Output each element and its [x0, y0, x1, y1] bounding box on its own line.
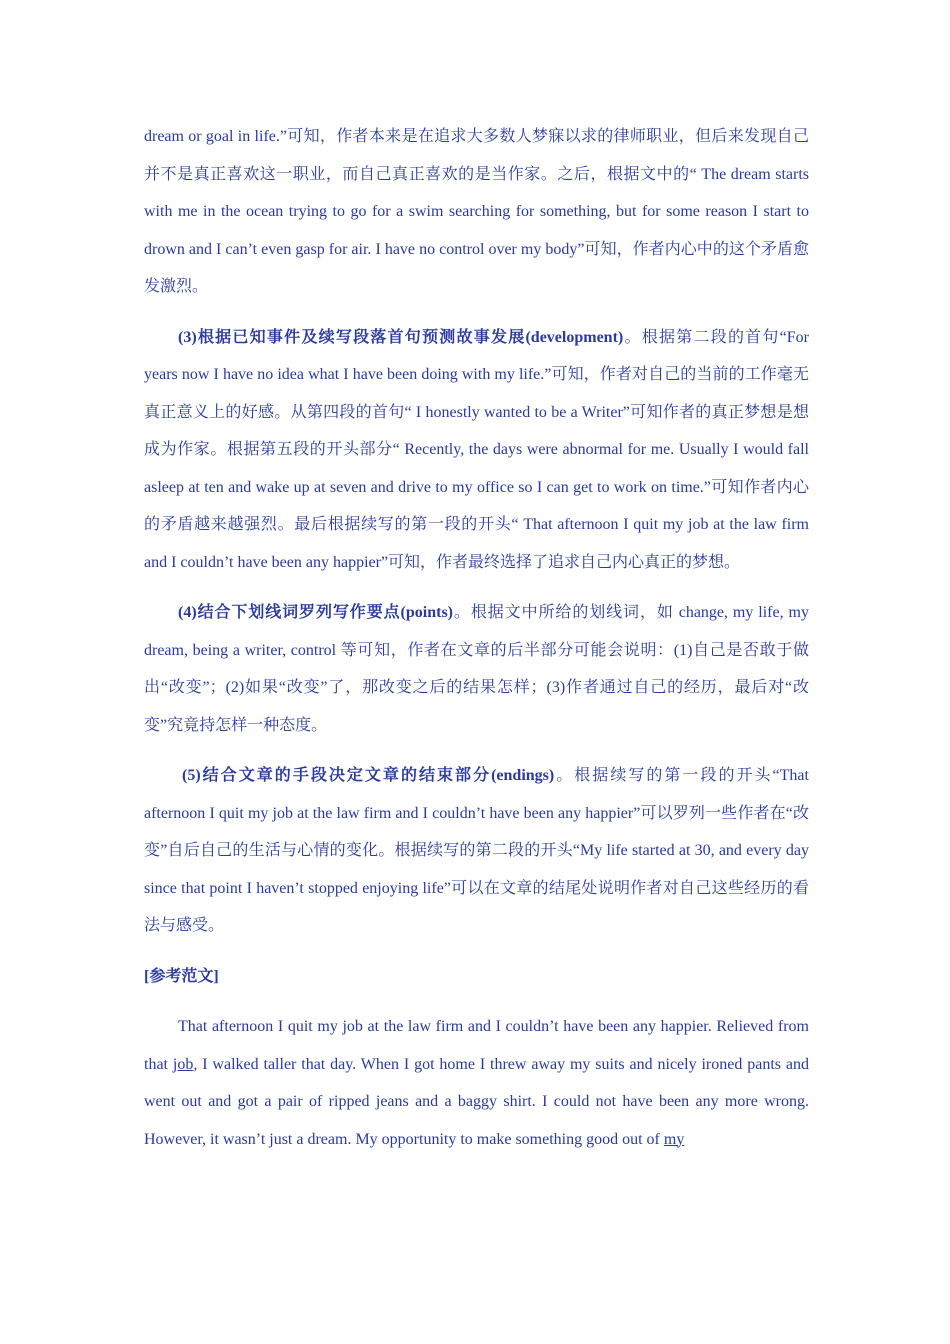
point-heading-development: (3)根据已知事件及续写段落首句预测故事发展(development): [178, 328, 624, 346]
paragraph-analysis-2: dream or goal in life.”可知，作者本来是在追求大多数人梦寐以求的律师职业，但后来发现自己并不是真正喜欢这一职业，而自己真正喜欢的是当作家。之后，根据文中的“ The dream starts with me in the ocean trying to go for a swim searching for something, but for some reason I start to drown and I can’t even gasp for air. I have no control over my body”可知，作者内心中的这个矛盾愈发激烈。: [144, 128, 809, 295]
paragraph-endings: [144, 757, 809, 945]
essay-text-2: , I walked taller that day. When I got home I threw away my suits and nicely ironed pants and went out and got a pair of ripped jeans and a baggy shirt. I could not have been any more wrong. However, it wasn’t just a dream. My opportunity to make something good out of: [144, 1055, 809, 1148]
section-heading-reference-essay: [144, 958, 809, 996]
essay-underlined-word-job: job: [172, 1055, 194, 1073]
point-heading-points: (4)结合下划线词罗列写作要点(points): [178, 604, 453, 621]
reference-essay-paragraph: [144, 1008, 809, 1158]
paragraph-endings-text: 。根据续写的第一段的开头“That afternoon I quit my job at the law firm and I couldn’t have been any happier”可以罗列一些作者在“改变”自后自己的生活与心情的变化。根据续写的第二段的开头“My life started at 30, and every day since that point I haven’t stopped enjoying life”可以在文章的结尾处说明作者对自己这些经历的看法与感受。: [144, 767, 809, 934]
reference-essay-heading: [参考范文]: [144, 967, 219, 985]
essay-underlined-word-my: my: [663, 1130, 685, 1148]
point-heading-endings: (5)结合文章的手段决定文章的结束部分(endings): [182, 767, 555, 784]
essay-text-1: That afternoon I quit my job at the law firm and I couldn’t have been any happier. Relieved from that: [144, 1018, 809, 1073]
document-body: [144, 118, 809, 1171]
paragraph-development-text: 。根据第二段的首句“For years now I have no idea what I have been doing with my life.”可知，作者对自己的当前的工作毫无真正意义上的好感。从第四段的首句“ I honestly wanted to be a Writer”可知作者的真正梦想是想成为作家。根据第五段的开头部分“ Recently, the days were abnormal for me. Usually I would fall asleep at ten and wake up at seven and drive to my office so I can get to work on time.”可知作者内心的矛盾越来越强烈。最后根据续写的第一段的开头“ That afternoon I quit my job at the law firm and I couldn’t have been any happier”可知，作者最终选择了追求自己内心真正的梦想。: [144, 328, 809, 571]
paragraph-development: [144, 319, 809, 582]
paragraph-points: [144, 594, 809, 744]
paragraph-points-text: 。根据文中所给的划线词，如 change, my life, my dream, being a writer, control 等可知，作者在文章的后半部分可能会说明：(1)自己是否敢于做出“改变”；(2)如果“改变”了，那改变之后的结果怎样；(3)作者通过自己的经历，最后对“改变”究竟持怎样一种态度。: [144, 604, 809, 734]
